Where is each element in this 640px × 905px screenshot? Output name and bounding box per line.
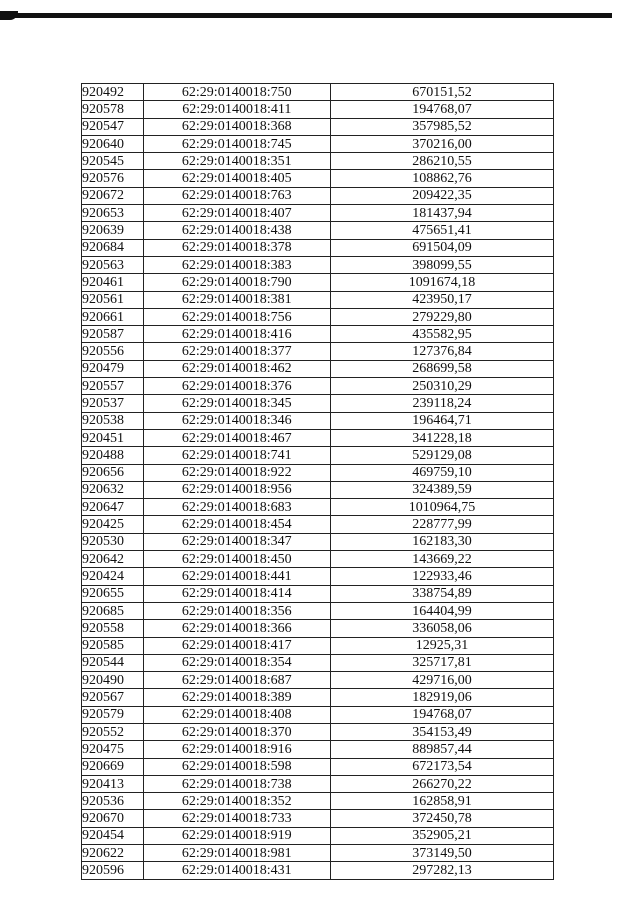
cadastral-value-cell: 341228,18	[330, 429, 553, 446]
object-id-cell: 920622	[82, 845, 144, 862]
table-row	[82, 412, 554, 429]
object-id-cell: 920451	[82, 429, 144, 446]
object-id-cell: 920479	[82, 360, 144, 377]
cadastral-value-cell: 889857,44	[330, 741, 553, 758]
cadastral-value-cell: 12925,31	[330, 637, 553, 654]
cadastral-value-cell: 324389,59	[330, 481, 553, 498]
cadastral-number-cell: 62:29:0140018:956	[143, 481, 330, 498]
object-id-cell: 920563	[82, 256, 144, 273]
cadastral-value-cell: 672173,54	[330, 758, 553, 775]
cadastral-number-cell: 62:29:0140018:454	[143, 516, 330, 533]
object-id-cell: 920642	[82, 551, 144, 568]
object-id-cell: 920490	[82, 672, 144, 689]
object-id-cell: 920454	[82, 827, 144, 844]
cadastral-value-cell: 297282,13	[330, 862, 553, 879]
table-row	[82, 620, 554, 637]
cadastral-number-cell: 62:29:0140018:416	[143, 326, 330, 343]
cadastral-number-cell: 62:29:0140018:378	[143, 239, 330, 256]
table-row	[82, 827, 554, 844]
cadastral-number-cell: 62:29:0140018:450	[143, 551, 330, 568]
table-row	[82, 862, 554, 879]
table-row	[82, 775, 554, 792]
table-row	[82, 758, 554, 775]
cadastral-value-cell: 228777,99	[330, 516, 553, 533]
cadastral-number-cell: 62:29:0140018:467	[143, 429, 330, 446]
table-row	[82, 153, 554, 170]
cadastral-value-cell: 435582,95	[330, 326, 553, 343]
table-row	[82, 378, 554, 395]
table-row	[82, 395, 554, 412]
table-row	[82, 568, 554, 585]
cadastral-number-cell: 62:29:0140018:389	[143, 689, 330, 706]
cadastral-number-cell: 62:29:0140018:745	[143, 135, 330, 152]
table-row	[82, 654, 554, 671]
cadastral-value-cell: 196464,71	[330, 412, 553, 429]
object-id-cell: 920552	[82, 723, 144, 740]
cadastral-number-cell: 62:29:0140018:441	[143, 568, 330, 585]
cadastral-number-cell: 62:29:0140018:347	[143, 533, 330, 550]
cadastral-value-cell: 162183,30	[330, 533, 553, 550]
cadastral-number-cell: 62:29:0140018:417	[143, 637, 330, 654]
cadastral-value-cell: 108862,76	[330, 170, 553, 187]
object-id-cell: 920545	[82, 153, 144, 170]
table-row	[82, 741, 554, 758]
cadastral-number-cell: 62:29:0140018:345	[143, 395, 330, 412]
cadastral-value-table	[81, 83, 554, 880]
object-id-cell: 920530	[82, 533, 144, 550]
table-row	[82, 239, 554, 256]
table-row	[82, 637, 554, 654]
cadastral-value-cell: 1091674,18	[330, 274, 553, 291]
cadastral-number-cell: 62:29:0140018:687	[143, 672, 330, 689]
cadastral-number-cell: 62:29:0140018:750	[143, 84, 330, 101]
table-row	[82, 810, 554, 827]
table-row	[82, 274, 554, 291]
object-id-cell: 920640	[82, 135, 144, 152]
cadastral-number-cell: 62:29:0140018:756	[143, 308, 330, 325]
cadastral-number-cell: 62:29:0140018:431	[143, 862, 330, 879]
table-body	[82, 84, 554, 880]
cadastral-value-cell: 181437,94	[330, 205, 553, 222]
cadastral-value-cell: 164404,99	[330, 602, 553, 619]
table-row	[82, 481, 554, 498]
object-id-cell: 920639	[82, 222, 144, 239]
cadastral-value-cell: 469759,10	[330, 464, 553, 481]
cadastral-value-cell: 127376,84	[330, 343, 553, 360]
object-id-cell: 920567	[82, 689, 144, 706]
cadastral-value-cell: 122933,46	[330, 568, 553, 585]
cadastral-number-cell: 62:29:0140018:738	[143, 775, 330, 792]
object-id-cell: 920547	[82, 118, 144, 135]
cadastral-value-cell: 182919,06	[330, 689, 553, 706]
cadastral-number-cell: 62:29:0140018:408	[143, 706, 330, 723]
cadastral-value-cell: 209422,35	[330, 187, 553, 204]
cadastral-value-cell: 373149,50	[330, 845, 553, 862]
cadastral-value-cell: 268699,58	[330, 360, 553, 377]
cadastral-number-cell: 62:29:0140018:381	[143, 291, 330, 308]
object-id-cell: 920587	[82, 326, 144, 343]
cadastral-number-cell: 62:29:0140018:414	[143, 585, 330, 602]
object-id-cell: 920669	[82, 758, 144, 775]
object-id-cell: 920579	[82, 706, 144, 723]
cadastral-value-cell: 325717,81	[330, 654, 553, 671]
table-row	[82, 672, 554, 689]
cadastral-value-cell: 1010964,75	[330, 499, 553, 516]
cadastral-number-cell: 62:29:0140018:741	[143, 447, 330, 464]
cadastral-value-cell: 239118,24	[330, 395, 553, 412]
cadastral-value-cell: 370216,00	[330, 135, 553, 152]
table-row	[82, 429, 554, 446]
object-id-cell: 920544	[82, 654, 144, 671]
cadastral-value-cell: 475651,41	[330, 222, 553, 239]
table-row	[82, 845, 554, 862]
table-row	[82, 256, 554, 273]
object-id-cell: 920670	[82, 810, 144, 827]
cadastral-value-cell: 162858,91	[330, 793, 553, 810]
object-id-cell: 920685	[82, 602, 144, 619]
object-id-cell: 920578	[82, 101, 144, 118]
object-id-cell: 920672	[82, 187, 144, 204]
cadastral-number-cell: 62:29:0140018:411	[143, 101, 330, 118]
cadastral-value-cell: 354153,49	[330, 723, 553, 740]
object-id-cell: 920576	[82, 170, 144, 187]
cadastral-value-cell: 194768,07	[330, 706, 553, 723]
cadastral-number-cell: 62:29:0140018:354	[143, 654, 330, 671]
object-id-cell: 920461	[82, 274, 144, 291]
table-row	[82, 170, 554, 187]
cadastral-value-cell: 250310,29	[330, 378, 553, 395]
cadastral-number-cell: 62:29:0140018:763	[143, 187, 330, 204]
table-row	[82, 343, 554, 360]
cadastral-number-cell: 62:29:0140018:790	[143, 274, 330, 291]
table-row	[82, 464, 554, 481]
cadastral-value-cell: 338754,89	[330, 585, 553, 602]
object-id-cell: 920655	[82, 585, 144, 602]
table-row	[82, 585, 554, 602]
scan-edge-bar	[0, 13, 612, 18]
object-id-cell: 920684	[82, 239, 144, 256]
cadastral-number-cell: 62:29:0140018:683	[143, 499, 330, 516]
cadastral-value-cell: 143669,22	[330, 551, 553, 568]
scan-edge-mark	[0, 11, 18, 20]
table-row	[82, 118, 554, 135]
table-row	[82, 793, 554, 810]
object-id-cell: 920556	[82, 343, 144, 360]
cadastral-number-cell: 62:29:0140018:919	[143, 827, 330, 844]
cadastral-number-cell: 62:29:0140018:346	[143, 412, 330, 429]
table-row	[82, 689, 554, 706]
table-row	[82, 499, 554, 516]
cadastral-value-cell: 429716,00	[330, 672, 553, 689]
cadastral-value-cell: 266270,22	[330, 775, 553, 792]
cadastral-number-cell: 62:29:0140018:922	[143, 464, 330, 481]
cadastral-number-cell: 62:29:0140018:356	[143, 602, 330, 619]
table-row	[82, 291, 554, 308]
cadastral-number-cell: 62:29:0140018:377	[143, 343, 330, 360]
object-id-cell: 920661	[82, 308, 144, 325]
object-id-cell: 920488	[82, 447, 144, 464]
object-id-cell: 920413	[82, 775, 144, 792]
cadastral-number-cell: 62:29:0140018:366	[143, 620, 330, 637]
cadastral-value-cell: 279229,80	[330, 308, 553, 325]
object-id-cell: 920424	[82, 568, 144, 585]
object-id-cell: 920425	[82, 516, 144, 533]
cadastral-number-cell: 62:29:0140018:351	[143, 153, 330, 170]
cadastral-number-cell: 62:29:0140018:383	[143, 256, 330, 273]
cadastral-value-cell: 336058,06	[330, 620, 553, 637]
object-id-cell: 920647	[82, 499, 144, 516]
table-row	[82, 360, 554, 377]
cadastral-number-cell: 62:29:0140018:370	[143, 723, 330, 740]
table-row	[82, 706, 554, 723]
cadastral-value-cell: 670151,52	[330, 84, 553, 101]
object-id-cell: 920492	[82, 84, 144, 101]
table-row	[82, 602, 554, 619]
table-row	[82, 723, 554, 740]
cadastral-number-cell: 62:29:0140018:981	[143, 845, 330, 862]
object-id-cell: 920656	[82, 464, 144, 481]
cadastral-number-cell: 62:29:0140018:733	[143, 810, 330, 827]
object-id-cell: 920536	[82, 793, 144, 810]
cadastral-number-cell: 62:29:0140018:598	[143, 758, 330, 775]
object-id-cell: 920585	[82, 637, 144, 654]
table-row	[82, 187, 554, 204]
object-id-cell: 920537	[82, 395, 144, 412]
table-row	[82, 551, 554, 568]
object-id-cell: 920475	[82, 741, 144, 758]
object-id-cell: 920557	[82, 378, 144, 395]
cadastral-value-cell: 529129,08	[330, 447, 553, 464]
cadastral-number-cell: 62:29:0140018:462	[143, 360, 330, 377]
object-id-cell: 920558	[82, 620, 144, 637]
cadastral-number-cell: 62:29:0140018:407	[143, 205, 330, 222]
cadastral-value-cell: 194768,07	[330, 101, 553, 118]
cadastral-number-cell: 62:29:0140018:368	[143, 118, 330, 135]
table-row	[82, 533, 554, 550]
object-id-cell: 920632	[82, 481, 144, 498]
table-row	[82, 101, 554, 118]
table-row	[82, 205, 554, 222]
object-id-cell: 920653	[82, 205, 144, 222]
cadastral-number-cell: 62:29:0140018:405	[143, 170, 330, 187]
cadastral-number-cell: 62:29:0140018:352	[143, 793, 330, 810]
table-row	[82, 222, 554, 239]
cadastral-value-cell: 423950,17	[330, 291, 553, 308]
table-row	[82, 447, 554, 464]
cadastral-value-cell: 286210,55	[330, 153, 553, 170]
table-row	[82, 326, 554, 343]
cadastral-number-cell: 62:29:0140018:916	[143, 741, 330, 758]
cadastral-value-cell: 398099,55	[330, 256, 553, 273]
cadastral-value-cell: 352905,21	[330, 827, 553, 844]
object-id-cell: 920538	[82, 412, 144, 429]
table-row	[82, 308, 554, 325]
object-id-cell: 920596	[82, 862, 144, 879]
cadastral-value-cell: 372450,78	[330, 810, 553, 827]
object-id-cell: 920561	[82, 291, 144, 308]
table-row	[82, 84, 554, 101]
cadastral-value-cell: 691504,09	[330, 239, 553, 256]
cadastral-number-cell: 62:29:0140018:438	[143, 222, 330, 239]
cadastral-value-cell: 357985,52	[330, 118, 553, 135]
table-row	[82, 135, 554, 152]
cadastral-number-cell: 62:29:0140018:376	[143, 378, 330, 395]
table-row	[82, 516, 554, 533]
